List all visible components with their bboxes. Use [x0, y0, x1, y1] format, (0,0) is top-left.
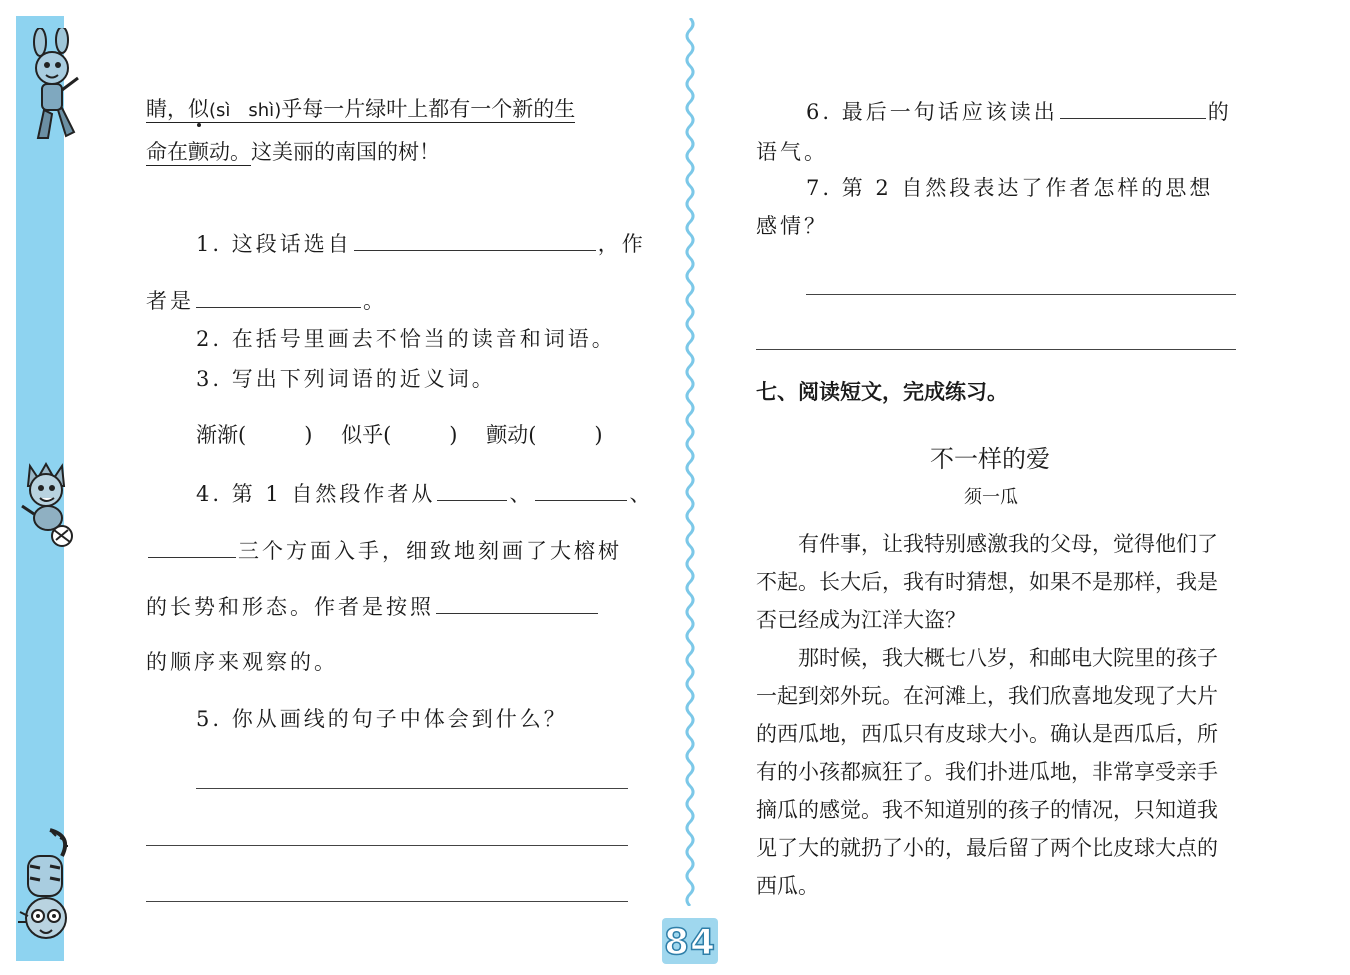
answer-blank-aspect-3[interactable] [148, 535, 236, 558]
synonym-item: 颤动( ) [486, 423, 603, 447]
answer-blank-aspect-2[interactable] [535, 478, 627, 501]
synonym-item: 似乎( ) [341, 423, 458, 447]
question-2: 2. 在括号里画去不恰当的读音和词语。 [196, 327, 616, 351]
synonym-row [196, 421, 603, 449]
question-1-line-1: 1. 这段话选自 ，作 [196, 228, 646, 258]
answer-blank-tone[interactable] [1060, 96, 1206, 119]
section-heading: 七、阅读短文，完成练习。 [756, 380, 1008, 404]
emphasis-char: 似 [188, 97, 209, 121]
page-number: 84 [663, 922, 717, 963]
rabbit-mascot-icon [20, 28, 84, 146]
underlined-phrase: 命在颤动。 [146, 140, 251, 164]
story-author: 须一瓜 [964, 487, 1018, 508]
answer-blank-order[interactable] [436, 591, 598, 614]
question-1-line-2: 者是 。 [146, 285, 387, 315]
passage-line-2: 命在颤动。这美丽的南国的树！ [146, 140, 440, 164]
pinyin-choice: (sì shì) [209, 100, 282, 121]
question-4-line-2: 三个方面入手，细致地刻画了大榕树 [146, 535, 622, 565]
question-4-line-3: 的长势和形态。作者是按照 [146, 591, 600, 621]
story-paragraph-1: 有件事，让我特别感激我的父母，觉得他们了不起。长大后，我有时猜想，如果不是那样，我是否已经成为江洋大盗？ [756, 532, 1218, 632]
question-4-line-4: 的顺序来观察的。 [146, 650, 338, 674]
answer-line-q5-1[interactable] [196, 788, 628, 789]
answer-line-q5-2[interactable] [146, 845, 628, 846]
answer-blank-source[interactable] [354, 228, 596, 251]
answer-blank-aspect-1[interactable] [437, 478, 507, 501]
tiger-mascot-icon [14, 826, 80, 954]
story-title: 不一样的爱 [930, 445, 1050, 473]
question-7-line-1: 7. 第 2 自然段表达了作者怎样的思想 [806, 176, 1214, 200]
answer-line-q7-1[interactable] [806, 294, 1236, 295]
question-6-line-1: 6. 最后一句话应该读出 的 [806, 96, 1232, 126]
question-6-line-2: 语气。 [756, 140, 828, 164]
page-divider [684, 18, 696, 906]
answer-blank-author[interactable] [196, 285, 361, 308]
passage-line-1: 睛，似(sì shì)乎每一片绿叶上都有一个新的生 [146, 97, 576, 121]
synonym-item: 渐渐( ) [196, 423, 313, 447]
question-5: 5. 你从画线的句子中体会到什么？ [196, 707, 568, 731]
question-4-line-1: 4. 第 1 自然段作者从 、 、 [196, 478, 653, 508]
story-paragraph-2: 那时候，我大概七八岁，和邮电大院里的孩子一起到郊外玩。在河滩上，我们欣喜地发现了大片的西瓜地，西瓜只有皮球大小。确认是西瓜后，所有的小孩都疯狂了。我们扑进瓜地，非常享受亲手摘瓜的感觉。我不知道别的孩子的情况，只知道我见了大的就扔了小的，最后留了两个比皮球大点的西瓜。 [756, 646, 1218, 898]
question-3: 3. 写出下列词语的近义词。 [196, 367, 496, 391]
answer-line-q5-3[interactable] [146, 901, 628, 902]
answer-line-q7-2[interactable] [756, 349, 1236, 350]
raccoon-mascot-icon [16, 456, 86, 548]
question-7-line-2: 感情？ [756, 214, 828, 238]
